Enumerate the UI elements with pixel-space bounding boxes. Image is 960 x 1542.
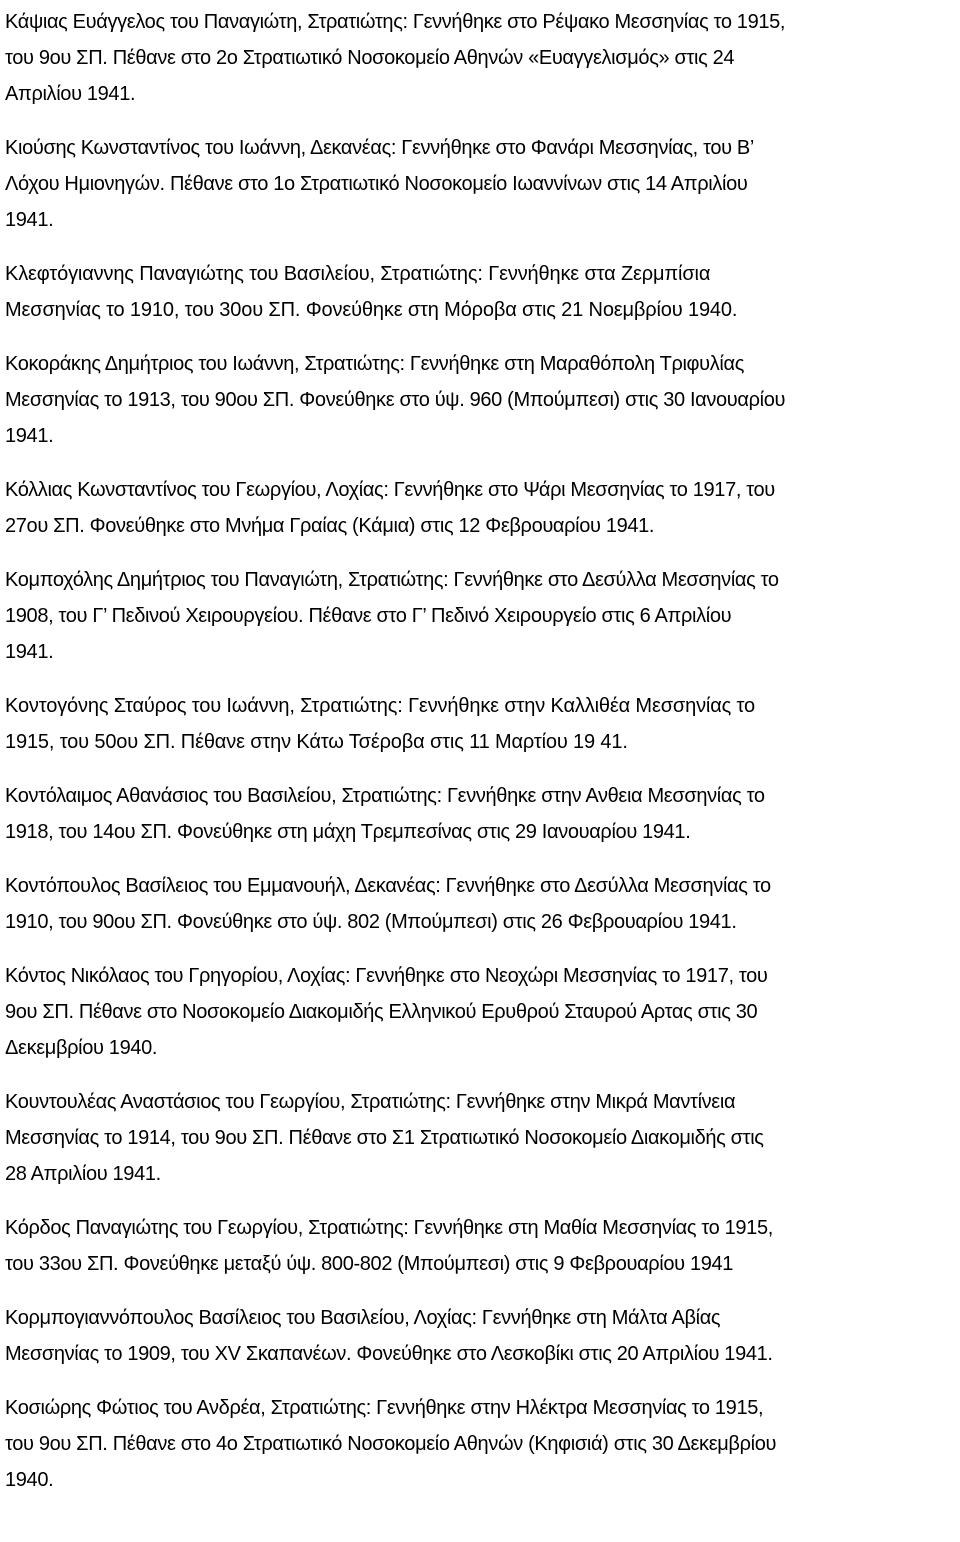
entry-line: Κάψιας Ευάγγελος του Παναγιώτη, Στρατιώτης: Γεννήθηκε στο Ρέψακο Μεσσηνίας το 1915, — [5, 11, 786, 33]
entry-line: Κόντος Νικόλαος του Γρηγορίου, Λοχίας: Γεννήθηκε στο Νεοχώρι Μεσσηνίας το 1917, του — [5, 965, 768, 987]
entry-korbogiannopoulos — [5, 1300, 955, 1372]
entry-line: Κομποχόλης Δημήτριος του Παναγιώτη, Στρατιώτης: Γεννήθηκε στο Δεσύλλα Μεσσηνίας το — [5, 569, 779, 591]
entry-kollias — [5, 472, 955, 544]
entry-line: Κόλλιας Κωνσταντίνος του Γεωργίου, Λοχίας: Γεννήθηκε στο Ψάρι Μεσσηνίας το 1917, του — [5, 479, 775, 501]
entry-line: Κοντόλαιμος Αθανάσιος του Βασιλείου, Στρατιώτης: Γεννήθηκε στην Ανθεια Μεσσηνίας το — [5, 785, 765, 807]
entry-line: 1918, του 14ου ΣΠ. Φονεύθηκε στη μάχη Τρεμπεσίνας στις 29 Ιανουαρίου 1941. — [5, 821, 691, 843]
entry-kleftogiannis — [5, 256, 955, 328]
entry-line: 28 Απριλίου 1941. — [5, 1163, 161, 1185]
entry-line: Δεκεμβρίου 1940. — [5, 1037, 158, 1059]
entry-kosioris — [5, 1390, 955, 1498]
entry-line: 1915, του 50ου ΣΠ. Πέθανε στην Κάτω Τσέροβα στις 11 Μαρτίου 19 41. — [5, 731, 628, 753]
entry-line: Μεσσηνίας το 1913, του 90ου ΣΠ. Φονεύθηκε στο ύψ. 960 (Μπούμπεσι) στις 30 Ιανουαρίου — [5, 389, 786, 411]
entry-line: Κοσιώρης Φώτιος του Ανδρέα, Στρατιώτης: Γεννήθηκε στην Ηλέκτρα Μεσσηνίας το 1915, — [5, 1397, 764, 1419]
entry-line: 1908, του Γ’ Πεδινού Χειρουργείου. Πέθανε στο Γ’ Πεδινό Χειρουργείο στις 6 Απριλίου — [5, 605, 732, 627]
document-page — [5, 4, 955, 1516]
entry-line: του 9ου ΣΠ. Πέθανε στο 2ο Στρατιωτικό Νοσοκομείο Αθηνών «Ευαγγελισμός» στις 24 — [5, 47, 735, 69]
entry-line: 1941. — [5, 425, 54, 447]
entry-kordos — [5, 1210, 955, 1282]
entry-line: Κουντουλέας Αναστάσιος του Γεωργίου, Στρατιώτης: Γεννήθηκε στην Μικρά Μαντίνεια — [5, 1091, 736, 1113]
entry-kontopoulos — [5, 868, 955, 940]
entry-kontogonis — [5, 688, 955, 760]
entry-kontos — [5, 958, 955, 1066]
entry-kountouleas — [5, 1084, 955, 1192]
entry-line: Κοκοράκης Δημήτριος του Ιωάννη, Στρατιώτης: Γεννήθηκε στη Μαραθόπολη Τριφυλίας — [5, 353, 745, 375]
entry-line: Λόχου Ημιονηγών. Πέθανε στο 1ο Στρατιωτικό Νοσοκομείο Ιωαννίνων στις 14 Απριλίου — [5, 173, 748, 195]
entry-line: Μεσσηνίας το 1909, του XV Σκαπανέων. Φονεύθηκε στο Λεσκοβίκι στις 20 Απριλίου 1941. — [5, 1343, 773, 1365]
entry-kontolaimos — [5, 778, 955, 850]
entry-line: 1910, του 90ου ΣΠ. Φονεύθηκε στο ύψ. 802 (Μπούμπεσι) στις 26 Φεβρουαρίου 1941. — [5, 911, 737, 933]
entry-line: Κοντογόνης Σταύρος του Ιωάννη, Στρατιώτης: Γεννήθηκε στην Καλλιθέα Μεσσηνίας το — [5, 695, 755, 717]
entry-line: 1941. — [5, 641, 54, 663]
entry-line: 1940. — [5, 1469, 54, 1491]
entry-line: Κιούσης Κωνσταντίνος του Ιωάννη, Δεκανέας: Γεννήθηκε στο Φανάρι Μεσσηνίας, του Β’ — [5, 137, 755, 159]
entry-line: 1941. — [5, 209, 54, 231]
entry-kompocholis — [5, 562, 955, 670]
entry-line: του 9ου ΣΠ. Πέθανε στο 4ο Στρατιωτικό Νοσοκομείο Αθηνών (Κηφισιά) στις 30 Δεκεμβρίου — [5, 1433, 777, 1455]
entry-line: Κοντόπουλος Βασίλειος του Εμμανουήλ, Δεκανέας: Γεννήθηκε στο Δεσύλλα Μεσσηνίας το — [5, 875, 771, 897]
entry-line: Μεσσηνίας το 1910, του 30ου ΣΠ. Φονεύθηκε στη Μόροβα στις 21 Νοεμβρίου 1940. — [5, 299, 738, 321]
entry-kapsias — [5, 4, 955, 112]
entry-line: Κλεφτόγιαννης Παναγιώτης του Βασιλείου, Στρατιώτης: Γεννήθηκε στα Ζερμπίσια — [5, 263, 711, 285]
entry-line: Μεσσηνίας το 1914, του 9ου ΣΠ. Πέθανε στο Σ1 Στρατιωτικό Νοσοκομείο Διακομιδής στις — [5, 1127, 764, 1149]
entry-line: Κόρδος Παναγιώτης του Γεωργίου, Στρατιώτης: Γεννήθηκε στη Μαθία Μεσσηνίας το 1915, — [5, 1217, 773, 1239]
entry-line: 27ου ΣΠ. Φονεύθηκε στο Μνήμα Γραίας (Κάμια) στις 12 Φεβρουαρίου 1941. — [5, 515, 655, 537]
entry-kokorakis — [5, 346, 955, 454]
entry-line: του 33ου ΣΠ. Φονεύθηκε μεταξύ ύψ. 800-802 (Μπούμπεσι) στις 9 Φεβρουαρίου 1941 — [5, 1253, 734, 1275]
entry-line: 9ου ΣΠ. Πέθανε στο Νοσοκομείο Διακομιδής Ελληνικού Ερυθρού Σταυρού Αρτας στις 30 — [5, 1001, 758, 1023]
entry-line: Απριλίου 1941. — [5, 83, 136, 105]
entry-kiousis — [5, 130, 955, 238]
entry-line: Κορμπογιαννόπουλος Βασίλειος του Βασιλείου, Λοχίας: Γεννήθηκε στη Μάλτα Αβίας — [5, 1307, 721, 1329]
